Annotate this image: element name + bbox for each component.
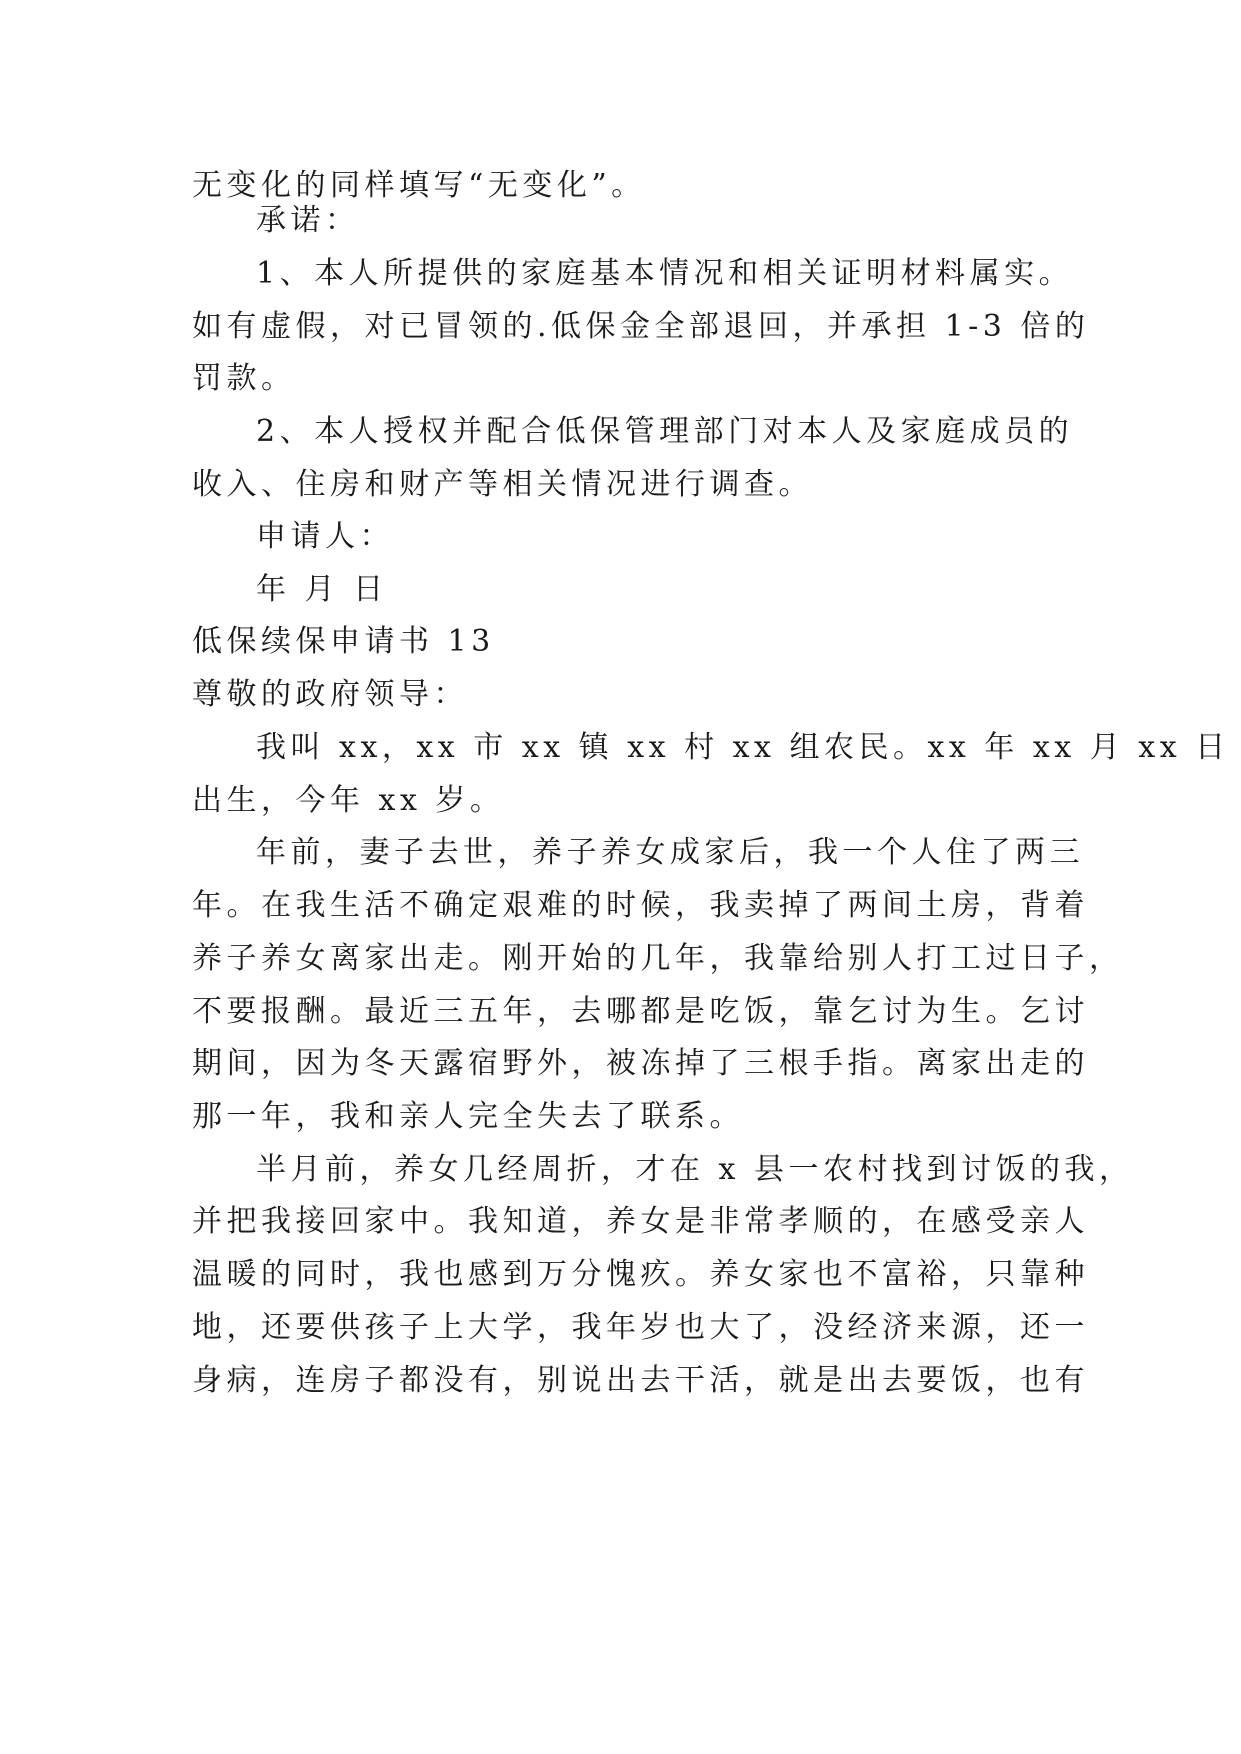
paragraph-line: 并把我接回家中。我知道，养女是非常孝顺的，在感受亲人 (192, 1204, 1089, 1239)
paragraph-line: 无变化的同样填写“无变化”。 (192, 168, 646, 203)
paragraph-line: 2、本人授权并配合低保管理部门对本人及家庭成员的 (256, 414, 1074, 449)
paragraph-line: 那一年，我和亲人完全失去了联系。 (192, 1099, 744, 1134)
paragraph-line: 年 月 日 (256, 572, 388, 607)
salutation: 尊敬的政府领导： (192, 677, 468, 712)
paragraph-line: 1、本人所提供的家庭基本情况和相关证明材料属实。 (256, 256, 1074, 291)
paragraph-line: 罚款。 (192, 361, 296, 396)
paragraph-line: 不要报酬。最近三五年，去哪都是吃饭，靠乞讨为生。乞讨 (192, 994, 1089, 1029)
paragraph-line: 养子养女离家出走。刚开始的几年，我靠给别人打工过日子， (192, 941, 1124, 976)
paragraph-line: 地，还要供孩子上大学，我年岁也大了，没经济来源，还一 (192, 1310, 1089, 1345)
paragraph-line: 期间，因为冬天露宿野外，被冻掉了三根手指。离家出走的 (192, 1046, 1089, 1081)
paragraph-line: 年前，妻子去世，养子养女成家后，我一个人住了两三 (256, 835, 1084, 870)
section-title: 低保续保申请书 13 (192, 624, 495, 659)
paragraph-line: 承诺： (256, 203, 360, 238)
paragraph-line: 如有虚假，对已冒领的.低保金全部退回，并承担 1-3 倍的 (192, 309, 1090, 344)
paragraph-line: 我叫 xx，xx 市 xx 镇 xx 村 xx 组农民。xx 年 xx 月 xx 日 (256, 730, 1230, 765)
paragraph-line: 申请人： (256, 519, 394, 554)
paragraph-line: 身病，连房子都没有，别说出去干活，就是出去要饭，也有 (192, 1363, 1089, 1398)
paragraph-line: 年。在我生活不确定艰难的时候，我卖掉了两间土房，背着 (192, 888, 1089, 923)
paragraph-line: 半月前，养女几经周折，才在 x 县一农村找到讨饭的我， (256, 1152, 1134, 1187)
paragraph-line: 收入、住房和财产等相关情况进行调查。 (192, 467, 813, 502)
paragraph-line: 温暖的同时，我也感到万分愧疚。养女家也不富裕，只靠种 (192, 1257, 1089, 1292)
paragraph-line: 出生，今年 xx 岁。 (192, 783, 505, 818)
